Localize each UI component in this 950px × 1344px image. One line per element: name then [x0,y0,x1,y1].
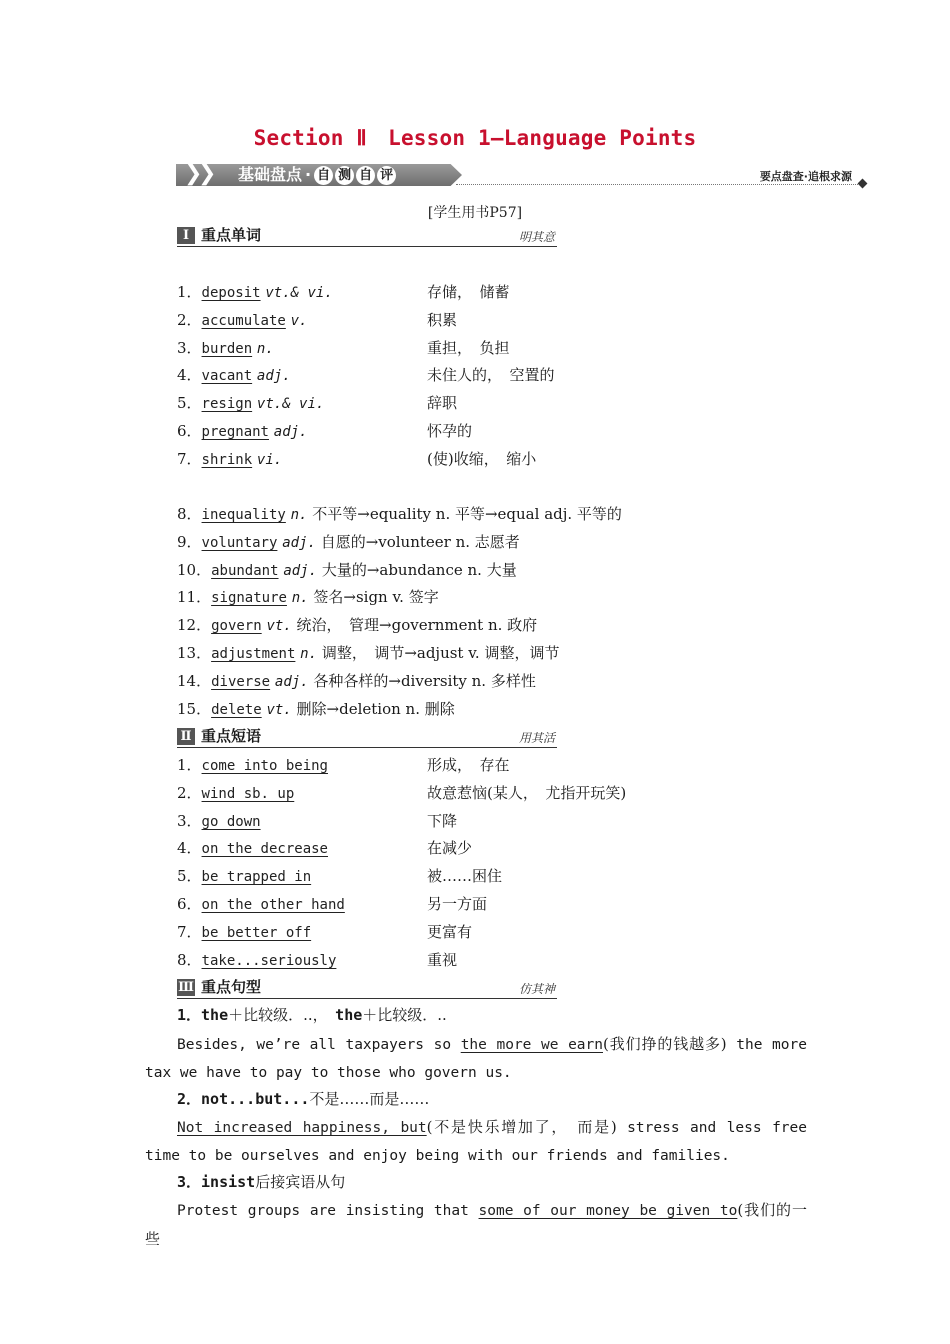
pattern-heading-3: 3．insist后接宾语从句 [177,1173,346,1191]
phrase-text: on the decrease [201,841,328,858]
banner-main-text: 基础盘点 [238,165,303,184]
phrase-item [177,781,627,805]
hint-text: (我们的一些 [145,1201,807,1248]
circled-char: 评 [377,166,396,185]
part-of-speech: v. [290,312,308,329]
item-number: 12． [177,616,212,635]
item-number: 6． [177,422,202,440]
item-number: 15． [177,699,212,718]
section-banner [176,160,866,190]
page-reference: [学生用书P57] [427,205,523,221]
item-number: 1． [177,283,202,301]
word-item [177,447,537,471]
item-number: 4． [177,366,202,385]
word-meaning: 未住人的， 空置的 [427,366,555,385]
answer-blank: Not increased happiness, but [177,1120,427,1136]
word-derivations: 大量的→abundance n. 大量 [321,560,517,579]
item-number: 3． [177,811,202,830]
item-number: 4． [177,839,202,858]
pattern-example-1: Besides, we’re all taxpayers so the more we earn(我们挣的钱越多) the more tax we have to pay to those who govern us. [145,1035,807,1081]
phrase-meaning: 故意惹恼(某人， 尤指开玩笑) [427,783,627,802]
word-item [177,669,536,693]
part-of-speech: vt. [266,701,292,718]
item-number: 13． [177,644,212,662]
item-number: 8． [177,505,202,523]
item-number: 11． [177,588,212,607]
vocab-word: inequality [201,507,286,523]
phrase-item [177,948,458,972]
word-item [177,391,458,415]
part-of-speech: n. [291,590,309,607]
diamond-icon [858,179,868,189]
phrase-text: take...seriously [201,952,337,969]
part-of-speech: vt.& vi. [256,396,325,413]
part-of-speech: adj. [274,673,309,690]
item-number: 6． [177,895,202,913]
word-meaning: (使)收缩， 缩小 [427,449,537,468]
item-number: 5． [177,867,202,886]
part-of-speech: adj. [273,424,308,440]
part-of-speech: adj. [282,534,316,551]
section-heading-patterns [177,978,557,999]
vocab-word: voluntary [201,534,278,551]
phrase-meaning: 另一方面 [427,895,488,913]
part-of-speech: adj. [256,368,291,385]
vocab-word: accumulate [201,312,286,329]
phrase-text: come into being [201,758,328,774]
word-meaning: 存储， 储蓄 [427,283,510,301]
word-meaning: 积累 [427,310,458,329]
part-of-speech: vt. [266,618,292,635]
word-item [177,585,439,609]
section-title: 重点句型 [201,978,262,996]
section-title: 重点单词 [201,226,262,244]
banner-dot: · [305,165,312,184]
answer-blank: some of our money be given to [478,1203,738,1219]
item-number: 2． [177,310,202,329]
phrase-item [177,920,473,944]
section-heading-phrases [177,727,557,748]
vocab-word: abundant [211,562,279,579]
part-of-speech: n. [300,646,318,662]
part-of-speech: vt.& vi. [265,285,333,301]
item-number: 5． [177,394,202,413]
part-of-speech: n. [256,340,274,357]
word-derivations: 不平等→equality n. 平等→equal adj. 平等的 [312,505,622,523]
item-number: 1． [177,756,202,774]
phrase-item [177,892,488,916]
word-item [177,308,458,332]
item-number: 7． [177,449,202,468]
word-item [177,280,510,304]
part-of-speech: adj. [283,562,318,579]
phrase-item [177,753,510,777]
part-of-speech: n. [290,507,308,523]
item-number: 3． [177,338,202,357]
word-derivations: 签名→sign v. 签字 [313,588,439,607]
vocab-word: pregnant [201,424,269,440]
chevron-right-icon: ❯ [184,161,203,186]
vocab-word: shrink [201,451,253,468]
word-item [177,419,473,443]
circled-char: 自 [314,166,333,185]
banner-right-text: 要点盘查·追根求源 [759,170,852,183]
phrase-item [177,864,503,888]
phrase-text: wind sb. up [201,785,295,802]
vocab-word: diverse [211,673,271,690]
section-title: 重点短语 [201,727,262,745]
item-number: 14． [177,671,212,690]
page-title: Section Ⅱ Lesson 1—Language Points [253,126,697,150]
word-meaning: 重担， 负担 [427,338,510,357]
phrase-meaning: 在减少 [427,839,473,858]
part-of-speech: vi. [256,451,283,468]
answer-blank: the more we earn [460,1037,603,1053]
word-derivations: 删除→deletion n. 删除 [296,699,455,718]
section-subtitle: 用其活 [518,731,555,745]
section-heading-words [177,226,557,247]
word-item [177,558,517,582]
pattern-example-3: Protest groups are insisting that some of our money be given to(我们的一些 [145,1201,807,1248]
hint-text: (我们挣的钱越多) [603,1035,727,1053]
word-meaning: 辞职 [427,394,458,413]
circled-char: 自 [356,166,375,185]
phrase-text: be better off [201,924,312,941]
phrase-text: be trapped in [201,869,312,886]
vocab-word: vacant [201,368,253,385]
word-item [177,363,555,387]
word-meaning: 怀孕的 [427,422,473,440]
phrase-meaning: 形成， 存在 [427,756,510,774]
vocab-word: resign [201,396,253,413]
chevron-right-icon: ❯ [198,161,217,186]
phrase-meaning: 重视 [427,950,458,969]
word-derivations: 自愿的→volunteer n. 志愿者 [320,532,520,551]
word-item [177,697,455,721]
item-number: 10． [177,560,212,579]
banner-title [238,164,398,186]
vocab-word: delete [211,701,262,718]
word-item [177,336,510,360]
vocab-word: deposit [201,285,261,301]
section-subtitle: 明其意 [518,230,555,244]
hint-text: (不是快乐增加了， 而是) [426,1118,617,1136]
item-number: 7． [177,922,202,941]
vocab-word: govern [211,618,262,635]
item-number: 8． [177,950,202,969]
section-number: Ⅲ [178,980,194,995]
vocab-word: signature [211,590,287,607]
vocab-word: adjustment [211,646,296,662]
phrase-item [177,836,473,860]
phrase-text: on the other hand [201,897,345,913]
phrase-meaning: 被……困住 [427,867,503,886]
phrase-meaning: 下降 [427,811,458,830]
pattern-example-2: Not increased happiness, but(不是快乐增加了， 而是) stress and less free time to be ourselves and enjoy being with our friends and families. [145,1118,807,1164]
circled-char: 测 [335,166,354,185]
word-derivations: 调整， 调节→adjust v. 调整，调节 [321,644,560,662]
word-derivations: 各种各样的→diversity n. 多样性 [313,671,536,690]
banner-dotted-line [456,184,860,185]
word-item [177,502,622,526]
phrase-item [177,809,458,833]
word-derivations: 统治， 管理→government n. 政府 [296,616,538,635]
section-number: Ⅱ [177,728,195,745]
vocab-word: burden [201,340,253,357]
section-number: Ⅰ [177,227,195,244]
word-item [177,530,520,554]
pattern-heading-2: 2．not...but...不是……而是…… [177,1090,430,1108]
phrase-text: go down [201,813,261,830]
phrase-meaning: 更富有 [427,922,473,941]
word-item [177,641,559,665]
word-item [177,613,537,637]
item-number: 9． [177,532,202,551]
item-number: 2． [177,783,202,802]
section-subtitle: 仿其神 [518,982,555,996]
pattern-heading-1: 1．the＋比较级．..， the＋比较级．.. [177,1006,447,1024]
